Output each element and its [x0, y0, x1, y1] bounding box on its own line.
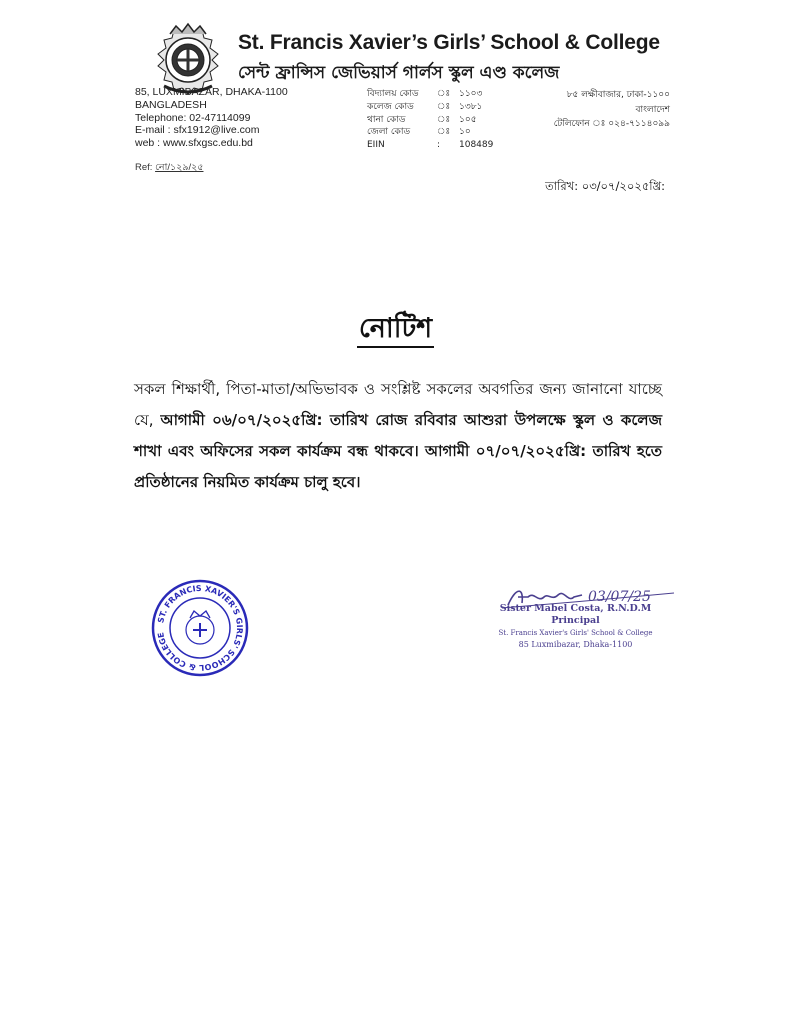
address-english — [135, 86, 288, 150]
address-bn-line2: বাংলাদেশ — [635, 104, 670, 115]
signatory-title: Principal — [551, 615, 600, 626]
address-line2: BANGLADESH — [135, 98, 207, 111]
notice-body-bold: আগামী ০৬/০৭/২০২৫খ্রি: তারিখ রোজ রবিবার আশুরা উপলক্ষে স্কুল ও কলেজ শাখা এবং অফিসের সকল কার্যক্রম বন্ধ থাকবে। আগামী ০৭/০৭/২০২৫খ্রি: তারিখ হতে প্রতিষ্ঠানের নিয়মিত কার্যক্রম চালু হবে। — [134, 411, 662, 491]
code-separator: ঃ — [437, 114, 451, 125]
code-label: EIIN — [367, 140, 385, 151]
address-bangla — [520, 88, 670, 132]
signatory-address: 85 Luxmibazar, Dhaka-1100 — [518, 640, 633, 649]
code-row — [367, 139, 539, 152]
notice-title-wrap — [0, 308, 791, 353]
address-bn-line1: ৮৫ লক্ষীবাজার, ঢাকা-১১০০ — [566, 90, 670, 100]
code-separator: ঃ — [437, 89, 451, 99]
school-name-bangla: সেন্ট ফ্রান্সিস জেভিয়ার্স গার্লস স্কুল এণ্ড কলেজ — [238, 63, 560, 83]
address-line1: 85, LUXMIBAZAR, DHAKA-1100 — [135, 86, 288, 98]
code-row — [367, 126, 539, 139]
reference-label: Ref: — [135, 162, 153, 173]
code-label: জেলা কোড — [367, 127, 411, 138]
code-separator: ঃ — [437, 127, 451, 138]
code-separator: ঃ — [437, 101, 451, 112]
code-row — [367, 101, 539, 114]
reference-number: নো/১২৯/২৫ — [155, 162, 204, 173]
code-label: বিদ্যালয় কোড — [367, 89, 419, 99]
notice-body — [134, 374, 662, 498]
email: E-mail : sfx1912@live.com — [135, 124, 260, 137]
institution-codes — [367, 88, 539, 152]
signatory-school: St. Francis Xavier's Girls' School & College — [498, 629, 653, 637]
school-name-english: St. Francis Xavier’s Girls’ School & College — [238, 31, 660, 54]
notice-date: তারিখ: ০৩/০৭/২০২৫খ্রি: — [545, 179, 665, 193]
code-value: ১৩৮১ — [459, 101, 483, 112]
school-seal-stamp — [150, 578, 250, 678]
website: web : www.sfxgsc.edu.bd — [135, 137, 253, 150]
code-value: 108489 — [459, 140, 494, 151]
reference — [135, 161, 203, 176]
code-value: ১০৫ — [459, 114, 477, 125]
svg-text:03/07/25: 03/07/25 — [588, 589, 651, 605]
address-bn-phone: টেলিফোন ঃ ০২৪-৭১১৪০৯৯ — [553, 119, 670, 129]
signature-block — [478, 603, 673, 651]
code-row — [367, 114, 539, 127]
code-label: কলেজ কোড — [367, 101, 414, 112]
code-row — [367, 88, 539, 101]
svg-text:ST. FRANCIS XAVIER'S GIRLS' SC: ST. FRANCIS XAVIER'S GIRLS' SCHOOL & COLLEGE — [156, 583, 245, 673]
code-value: ১০ — [459, 127, 471, 138]
code-label: থানা কোড — [367, 114, 406, 125]
telephone: Telephone: 02-47114099 — [135, 111, 251, 124]
code-separator: : — [437, 140, 441, 151]
notice-body-regular: সকল শিক্ষার্থী, পিতা-মাতা/অভিভাবক ও সংশ্লিষ্ট সকলের অবগতির জন্য জানানো যাচ্ছে যে, — [134, 380, 662, 429]
signatory-name: Sister Mabel Costa, R.N.D.M — [499, 603, 652, 614]
code-value: ১১০৩ — [459, 89, 483, 99]
notice-title: নোটিশ — [357, 313, 434, 348]
